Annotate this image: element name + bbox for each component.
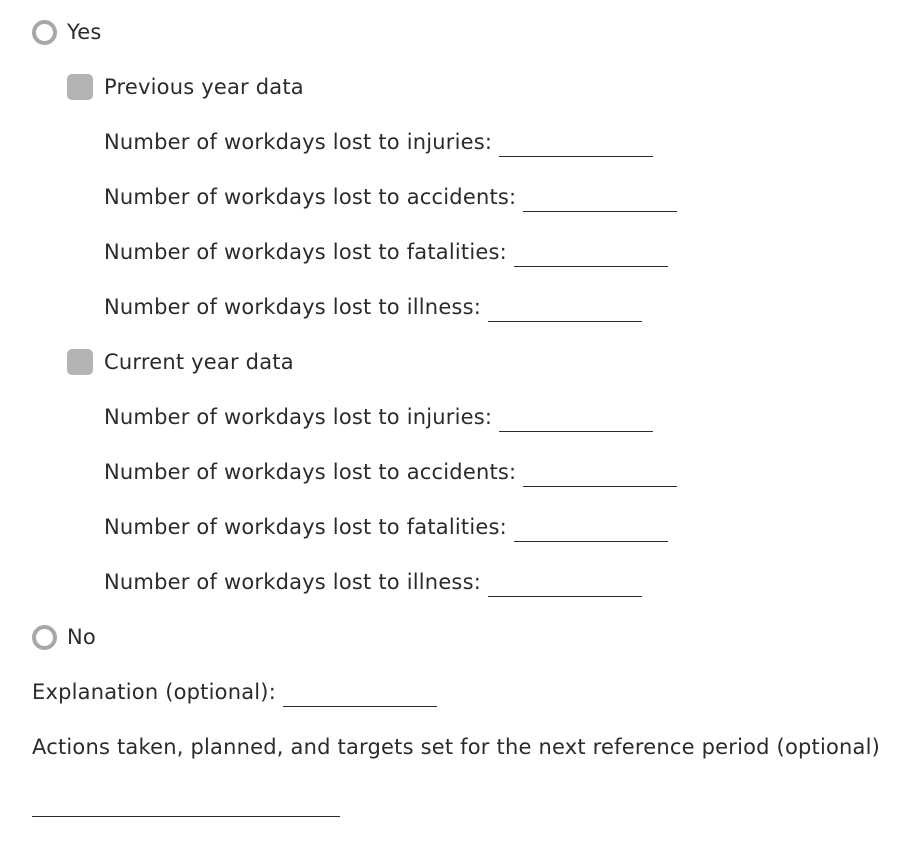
actions-input[interactable] xyxy=(32,796,340,817)
field-label: Number of workdays lost to accidents: xyxy=(104,185,517,209)
field-label: Number of workdays lost to illness: xyxy=(104,570,481,594)
field-label: Number of workdays lost to injuries: xyxy=(104,130,493,154)
previous-year-option[interactable] xyxy=(67,72,304,102)
explanation-input[interactable] xyxy=(283,686,437,707)
field-label: Number of workdays lost to injuries: xyxy=(104,405,493,429)
prev-injuries-input[interactable] xyxy=(499,136,653,157)
curr-illness-field xyxy=(104,567,642,597)
actions-label: Actions taken, planned, and targets set for the next reference period (optional) xyxy=(32,735,881,759)
prev-accidents-input[interactable] xyxy=(523,191,677,212)
actions-field xyxy=(32,732,880,762)
field-label: Number of workdays lost to accidents: xyxy=(104,460,517,484)
prev-injuries-field xyxy=(104,127,653,157)
field-label: Number of workdays lost to fatalities: xyxy=(104,515,507,539)
curr-illness-input[interactable] xyxy=(488,576,642,597)
prev-fatalities-input[interactable] xyxy=(514,246,668,267)
yes-radio[interactable] xyxy=(32,20,57,45)
curr-injuries-input[interactable] xyxy=(499,411,653,432)
explanation-field xyxy=(32,677,437,707)
yes-label: Yes xyxy=(67,20,102,44)
curr-fatalities-field xyxy=(104,512,668,542)
current-year-label: Current year data xyxy=(104,350,294,374)
previous-year-label: Previous year data xyxy=(104,75,304,99)
curr-accidents-field xyxy=(104,457,677,487)
curr-injuries-field xyxy=(104,402,653,432)
field-label: Number of workdays lost to illness: xyxy=(104,295,481,319)
field-label: Number of workdays lost to fatalities: xyxy=(104,240,507,264)
actions-input-row xyxy=(32,787,340,817)
curr-accidents-input[interactable] xyxy=(523,466,677,487)
prev-illness-input[interactable] xyxy=(488,301,642,322)
previous-year-checkbox[interactable] xyxy=(67,74,93,100)
prev-illness-field xyxy=(104,292,642,322)
curr-fatalities-input[interactable] xyxy=(514,521,668,542)
explanation-label: Explanation (optional): xyxy=(32,680,276,704)
no-option[interactable] xyxy=(32,622,96,652)
yes-option[interactable] xyxy=(32,17,102,47)
prev-accidents-field xyxy=(104,182,677,212)
no-radio[interactable] xyxy=(32,625,57,650)
no-label: No xyxy=(67,625,96,649)
prev-fatalities-field xyxy=(104,237,668,267)
current-year-checkbox[interactable] xyxy=(67,349,93,375)
current-year-option[interactable] xyxy=(67,347,294,377)
